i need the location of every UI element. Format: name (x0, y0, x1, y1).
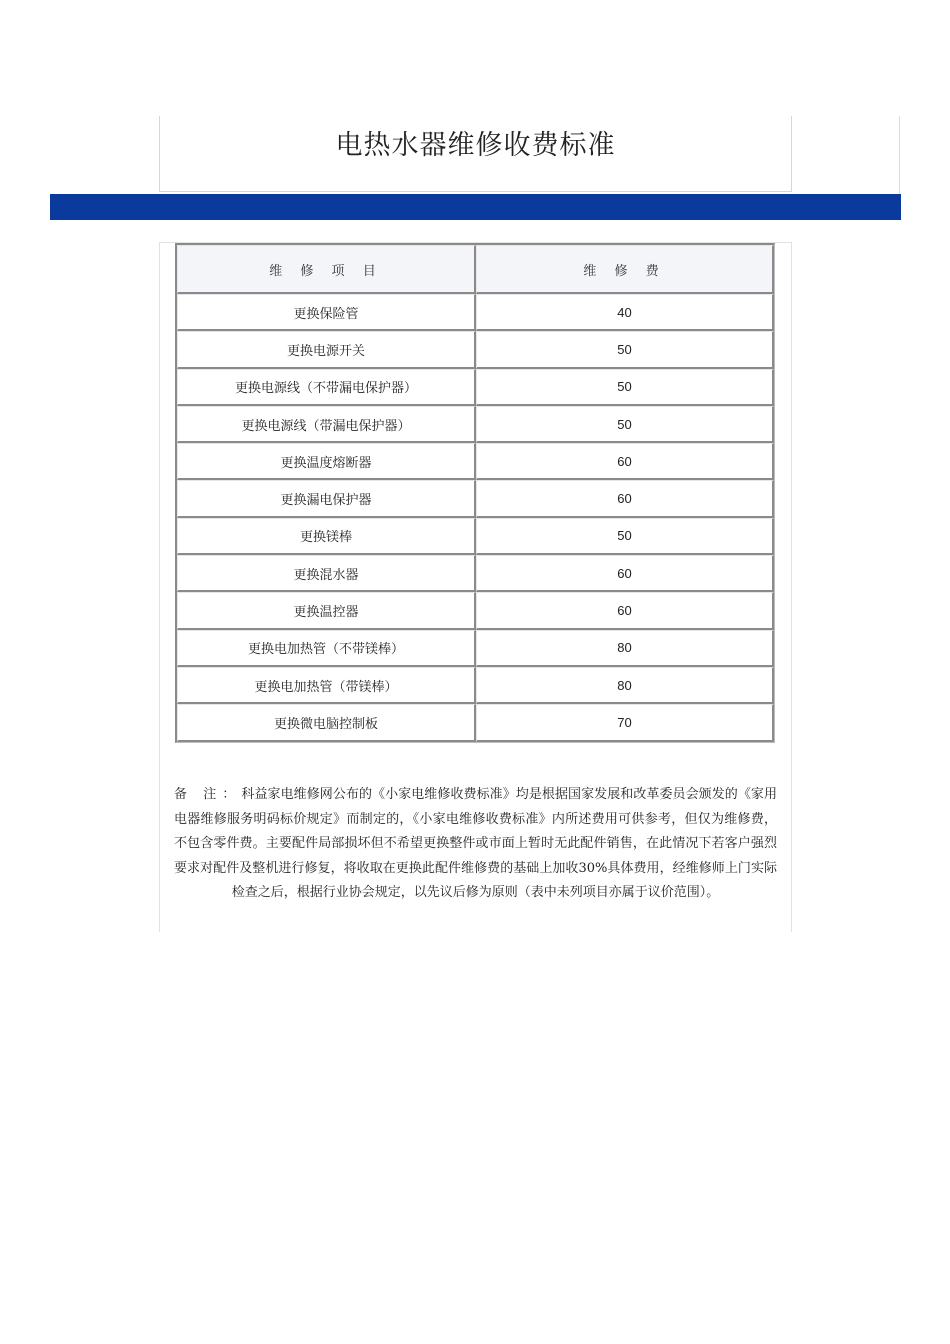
row-item: 更换漏电保护器 (177, 480, 476, 517)
table-row (177, 406, 774, 443)
title-divider (899, 116, 900, 194)
row-fee: 60 (476, 480, 774, 517)
row-item: 更换温度熔断器 (177, 443, 476, 480)
row-fee: 50 (476, 518, 774, 555)
row-fee: 60 (476, 592, 774, 629)
remarks-paragraph (174, 783, 777, 906)
row-fee: 50 (476, 406, 774, 443)
fee-table (175, 243, 775, 743)
table-row (177, 480, 774, 517)
table-row (177, 294, 774, 331)
row-fee: 80 (476, 630, 774, 667)
table-row (177, 369, 774, 406)
row-item: 更换混水器 (177, 555, 476, 592)
row-fee: 40 (476, 294, 774, 331)
row-item: 更换保险管 (177, 294, 476, 331)
header-item: 维 修 项 目 (177, 245, 476, 294)
table-row (177, 331, 774, 368)
row-fee: 50 (476, 369, 774, 406)
row-item: 更换电源线（不带漏电保护器） (177, 369, 476, 406)
row-item: 更换电加热管（不带镁棒） (177, 630, 476, 667)
row-fee: 60 (476, 555, 774, 592)
table-row (177, 667, 774, 704)
table-row (177, 592, 774, 629)
row-item: 更换电源线（带漏电保护器） (177, 406, 476, 443)
remarks-label: 备 注： (174, 787, 242, 802)
table-row (177, 443, 774, 480)
row-item: 更换温控器 (177, 592, 476, 629)
row-item: 更换镁棒 (177, 518, 476, 555)
row-fee: 60 (476, 443, 774, 480)
row-item: 更换电源开关 (177, 331, 476, 368)
row-item: 更换电加热管（带镁棒） (177, 667, 476, 704)
remarks-text: 科益家电维修网公布的《小家电维修收费标准》均是根据国家发展和改革委员会颁发的《家用电器维修服务明码标价规定》而制定的，《小家电维修收费标准》内所述费用可供参考，但仅为维修费，不包含零件费。主要配件局部损坏但不希望更换整件或市面上暂时无此配件销售，在此情况下若客户强烈要求对配件及整机进行修复，将收取在更换此配件维修费的基础上加收30%具体费用，经维修师上门实际检查之后，根据行业协会规定，以先议后修为原则（表中未列项目亦属于议价范围）。 (174, 787, 777, 900)
table-header-row (177, 245, 774, 294)
title-box (159, 116, 792, 192)
table-row (177, 704, 774, 741)
row-fee: 50 (476, 331, 774, 368)
document-title: 电热水器维修收费标准 (335, 130, 616, 161)
header-band (50, 194, 901, 220)
row-item: 更换微电脑控制板 (177, 704, 476, 741)
table-row (177, 555, 774, 592)
table-row (177, 630, 774, 667)
row-fee: 80 (476, 667, 774, 704)
row-fee: 70 (476, 704, 774, 741)
header-fee: 维 修 费 (476, 245, 774, 294)
table-row (177, 518, 774, 555)
